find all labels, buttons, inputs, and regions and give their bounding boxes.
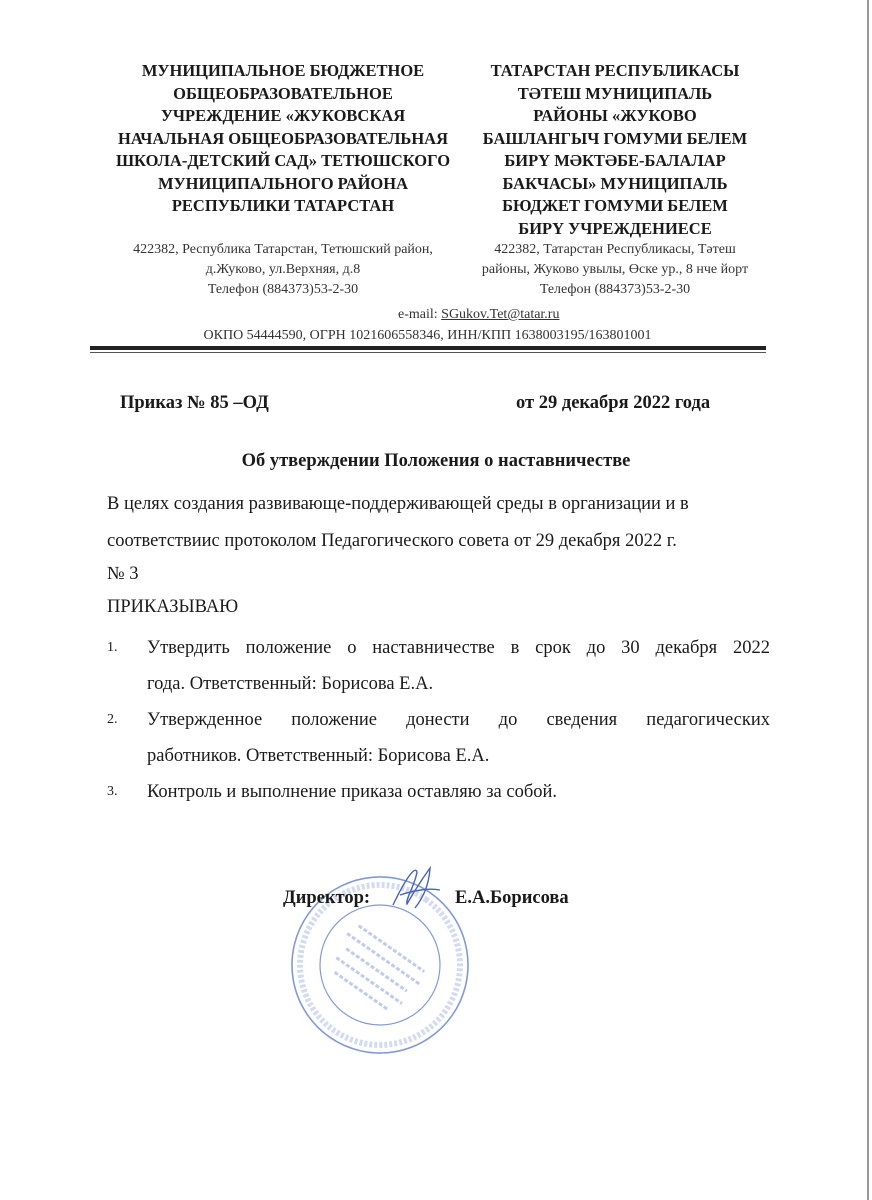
order-number: Приказ № 85 –ОД	[120, 393, 269, 413]
line: работников. Ответственный: Борисова Е.А.	[147, 746, 490, 766]
line: года. Ответственный: Борисова Е.А.	[147, 674, 434, 694]
line: МУНИЦИПАЛЬНОЕ БЮДЖЕТНОЕ	[141, 61, 425, 80]
line: МУНИЦИПАЛЬНОГО РАЙОНА	[158, 173, 408, 193]
header-right-address	[470, 240, 760, 300]
line: д.Жуково, ул.Верхняя, д.8	[205, 262, 361, 277]
scan-edge	[867, 0, 869, 1200]
list-item	[107, 702, 770, 774]
line: РЕСПУБЛИКИ ТАТАРСТАН	[171, 196, 395, 215]
order-items	[107, 630, 770, 810]
line: № 3	[107, 564, 139, 584]
line: БИРҮ УЧРЕЖДЕНИЕСЕ	[518, 218, 712, 238]
line: НАЧАЛЬНАЯ ОБЩЕОБРАЗОВАТЕЛЬНАЯ	[118, 128, 448, 148]
line: ТӘТЕШ МУНИЦИПАЛЬ	[517, 83, 713, 103]
line: БАШЛАНГЫЧ ГОМУМИ БЕЛЕМ	[482, 128, 748, 148]
line: Утвержденное положение донести до сведения педагогических	[147, 710, 770, 730]
header-left-address	[100, 240, 466, 300]
item-number: 2.	[107, 712, 118, 727]
command-word: ПРИКАЗЫВАЮ	[107, 597, 239, 617]
header-divider	[90, 346, 766, 350]
line: ТАТАРСТАН РЕСПУБЛИКАСЫ	[490, 61, 740, 80]
list-item	[107, 630, 770, 702]
order-title: Об утверждении Положения о наставничестве	[241, 451, 631, 471]
line: БИРҮ МӘКТӘБЕ-БАЛАЛАР	[504, 151, 726, 170]
order-date: от 29 декабря 2022 года	[516, 393, 711, 413]
email-link[interactable]: SGukov.Tet@tatar.ru	[441, 307, 560, 322]
email-line	[90, 305, 872, 325]
line: РАЙОНЫ «ЖУКОВО	[533, 106, 697, 125]
item-number: 1.	[107, 640, 118, 655]
line: Телефон (884373)53-2-30	[539, 282, 691, 297]
signature-mark	[385, 860, 445, 920]
line: 422382, Республика Татарстан, Тетюшский район,	[133, 242, 433, 257]
line: УЧРЕЖДЕНИЕ «ЖУКОВСКАЯ	[160, 106, 406, 125]
line: Контроль и выполнение приказа оставляю за собой.	[147, 782, 558, 802]
line: 422382, Татарстан Республикасы, Тәтеш	[494, 242, 736, 257]
intro-paragraph	[107, 486, 689, 626]
line: БАКЧАСЫ» МУНИЦИПАЛЬ	[502, 173, 728, 193]
line: Утвердить положение о наставничестве в срок до 30 декабря 2022	[147, 638, 770, 658]
line: ШКОЛА-ДЕТСКИЙ САД» ТЕТЮШСКОГО	[115, 151, 451, 170]
list-item	[107, 774, 770, 810]
header-divider-thin	[90, 352, 766, 353]
email-label: e-mail:	[398, 307, 442, 322]
line: В целях создания развивающе-поддерживающей среды в организации и в	[107, 494, 689, 514]
signatory-name: Е.А.Борисова	[455, 888, 569, 908]
header-right-title	[470, 60, 760, 240]
item-number: 3.	[107, 784, 118, 799]
signatory-position: Директор:	[283, 888, 371, 908]
line: ОБЩЕОБРАЗОВАТЕЛЬНОЕ	[173, 83, 393, 103]
line: Телефон (884373)53-2-30	[207, 282, 359, 297]
header-left-title	[100, 60, 466, 218]
line: соответствиис протоколом Педагогического совета от 29 декабря 2022 г.	[107, 531, 677, 551]
registration-codes: ОКПО 54444590, ОГРН 1021606558346, ИНН/КПП 1638003195/163801001	[203, 328, 652, 343]
line: БЮДЖЕТ ГОМУМИ БЕЛЕМ	[502, 196, 728, 215]
line: районы, Жуково увылы, Өске ур., 8 нче йорт	[481, 262, 749, 277]
